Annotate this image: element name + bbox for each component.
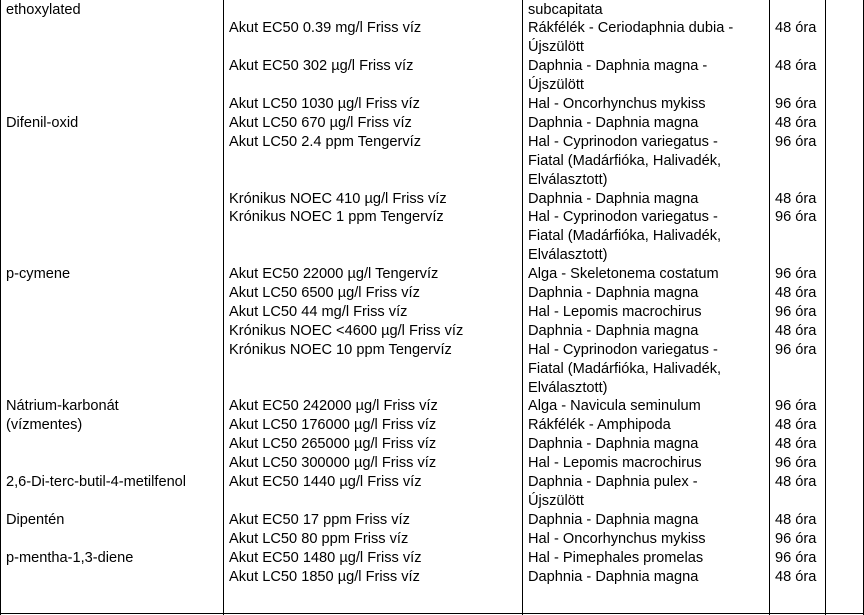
exposure-duration: 48 óra — [775, 20, 817, 37]
exposure-duration: 48 óra — [775, 417, 817, 434]
exposure-duration: 96 óra — [775, 209, 817, 226]
test-species: Daphnia - Daphnia magna — [528, 322, 699, 339]
test-species: Hal - Cyprinodon variegatus - — [528, 133, 718, 150]
exposure-duration: 48 óra — [775, 322, 817, 339]
substance-name: (vízmentes) — [6, 417, 83, 434]
test-result: Akut EC50 1440 µg/l Friss víz — [229, 474, 422, 490]
exposure-duration: 48 óra — [775, 568, 817, 585]
test-result: Akut LC50 300000 µg/l Friss víz — [229, 455, 437, 472]
exposure-duration: 48 óra — [775, 285, 817, 301]
test-species: Daphnia - Daphnia magna — [528, 114, 699, 131]
column-border — [825, 0, 826, 615]
exposure-duration: 48 óra — [775, 58, 817, 75]
substance-name: ethoxylated — [6, 1, 81, 18]
test-species: Daphnia - Daphnia pulex - — [528, 474, 698, 490]
substance-name: p-cymene — [6, 266, 71, 283]
test-species: Elválasztott) — [528, 247, 608, 264]
test-result: Akut EC50 0.39 mg/l Friss víz — [229, 20, 422, 37]
substance-name: 2,6-Di-terc-butil-4-metilfenol — [6, 474, 187, 490]
test-species: Újszülött — [528, 77, 584, 94]
test-species: Rákfélék - Ceriodaphnia dubia - — [528, 20, 734, 37]
exposure-duration: 96 óra — [775, 133, 817, 150]
test-species: Hal - Lepomis macrochirus — [528, 455, 702, 472]
test-species: Elválasztott) — [528, 379, 608, 396]
test-result: Akut EC50 22000 µg/l Tengervíz — [229, 266, 439, 283]
exposure-duration: 48 óra — [775, 474, 817, 490]
test-species: Fiatal (Madárfióka, Halivadék, — [528, 152, 722, 169]
test-species: Fiatal (Madárfióka, Halivadék, — [528, 228, 722, 245]
test-result: Akut EC50 242000 µg/l Friss víz — [229, 398, 438, 415]
exposure-duration: 96 óra — [775, 303, 817, 320]
test-species: Hal - Oncorhynchus mykiss — [528, 530, 706, 547]
test-species: Alga - Skeletonema costatum — [528, 266, 719, 283]
test-species: Daphnia - Daphnia magna - — [528, 58, 708, 75]
test-species: Fiatal (Madárfióka, Halivadék, — [528, 360, 722, 377]
test-species: Hal - Pimephales promelas — [528, 549, 704, 566]
test-species: Hal - Lepomis macrochirus — [528, 303, 702, 320]
test-species: Daphnia - Daphnia magna — [528, 190, 699, 207]
test-result: Krónikus NOEC 410 µg/l Friss víz — [229, 190, 447, 207]
test-result: Akut LC50 2.4 ppm Tengervíz — [229, 133, 421, 150]
test-result: Akut LC50 6500 µg/l Friss víz — [229, 285, 420, 301]
test-species: subcapitata — [528, 1, 603, 18]
test-result: Krónikus NOEC 1 ppm Tengervíz — [229, 209, 444, 226]
test-species: Alga - Navicula seminulum — [528, 398, 701, 415]
test-result: Akut LC50 265000 µg/l Friss víz — [229, 436, 437, 453]
exposure-duration: 96 óra — [775, 549, 817, 566]
test-species: Daphnia - Daphnia magna — [528, 511, 699, 528]
test-species: Daphnia - Daphnia magna — [528, 568, 699, 585]
substance-name: Dipentén — [6, 511, 65, 528]
test-species: Újszülött — [528, 492, 584, 509]
exposure-duration: 96 óra — [775, 341, 817, 358]
test-species: Hal - Cyprinodon variegatus - — [528, 341, 718, 358]
test-result: Akut LC50 1030 µg/l Friss víz — [229, 96, 420, 112]
exposure-duration: 48 óra — [775, 190, 817, 207]
test-result: Akut EC50 17 ppm Friss víz — [229, 511, 410, 528]
substance-name: Nátrium-karbonát — [6, 398, 119, 415]
test-species: Hal - Oncorhynchus mykiss — [528, 96, 706, 112]
test-result: Akut LC50 1850 µg/l Friss víz — [229, 568, 420, 585]
column-border — [0, 0, 1, 615]
test-result: Akut LC50 176000 µg/l Friss víz — [229, 417, 437, 434]
test-species: Elválasztott) — [528, 171, 608, 188]
test-species: Újszülött — [528, 39, 584, 56]
column-border — [522, 0, 523, 615]
test-result: Akut LC50 80 ppm Friss víz — [229, 530, 409, 547]
test-result: Krónikus NOEC <4600 µg/l Friss víz — [229, 322, 464, 339]
test-species: Hal - Cyprinodon variegatus - — [528, 209, 718, 226]
test-species: Daphnia - Daphnia magna — [528, 285, 699, 301]
exposure-duration: 48 óra — [775, 114, 817, 131]
column-border — [769, 0, 770, 615]
exposure-duration: 48 óra — [775, 511, 817, 528]
test-result: Akut EC50 302 µg/l Friss víz — [229, 58, 414, 75]
test-result: Akut LC50 670 µg/l Friss víz — [229, 114, 412, 131]
exposure-duration: 96 óra — [775, 455, 817, 472]
exposure-duration: 96 óra — [775, 96, 817, 112]
exposure-duration: 96 óra — [775, 266, 817, 283]
substance-name: p-mentha-1,3-diene — [6, 549, 134, 566]
table-bottom-border — [0, 613, 864, 614]
substance-name: Difenil-oxid — [6, 114, 79, 131]
test-species: Daphnia - Daphnia magna — [528, 436, 699, 453]
test-result: Krónikus NOEC 10 ppm Tengervíz — [229, 341, 452, 358]
column-border — [223, 0, 224, 615]
exposure-duration: 48 óra — [775, 436, 817, 453]
exposure-duration: 96 óra — [775, 398, 817, 415]
test-result: Akut EC50 1480 µg/l Friss víz — [229, 549, 422, 566]
test-result: Akut LC50 44 mg/l Friss víz — [229, 303, 408, 320]
test-species: Rákfélék - Amphipoda — [528, 417, 671, 434]
exposure-duration: 96 óra — [775, 530, 817, 547]
